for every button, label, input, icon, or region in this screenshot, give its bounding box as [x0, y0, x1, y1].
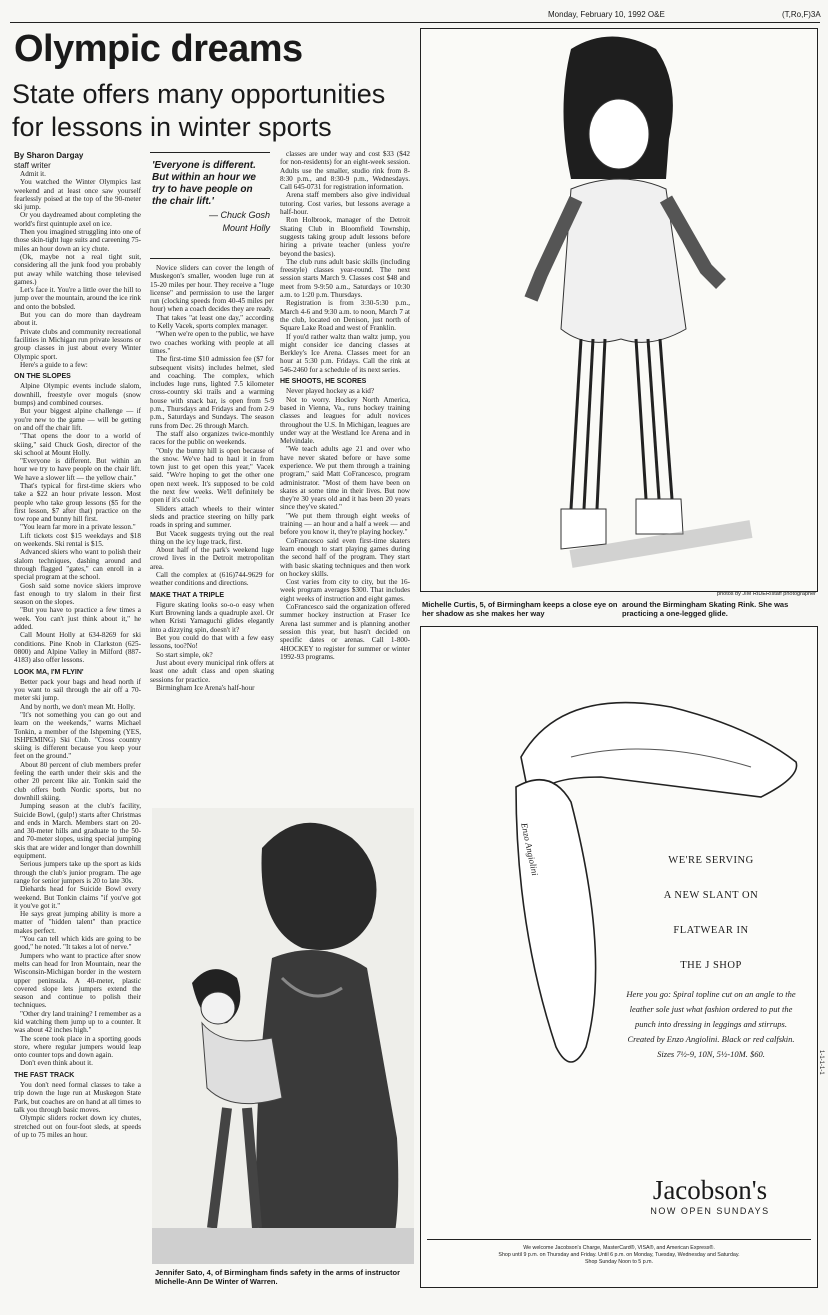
ad-headline-4: THE J SHOP	[680, 960, 742, 971]
article-paragraph: That takes "at least one day," according to Kelly Vacek, sports complex manager.	[150, 313, 274, 331]
article-paragraph: Alpine Olympic events include slalom, downhill, freestyle over moguls (snow bumps) and combined courses.	[14, 382, 141, 408]
article-paragraph: "That opens the door to a world of skiing," said Chuck Gosh, director of the ski school at Mount Holly.	[14, 432, 141, 457]
article-paragraph: About 80 percent of club members prefer feeling the earth under their skis and the other 20 percent like air. Tonkin said the club offers both Nordic sports, but no downhill skiing.	[14, 760, 141, 802]
article-paragraph: "You can tell which kids are going to be good," he noted. "It takes a lot of nerve."	[14, 935, 141, 952]
pull-quote-attribution-place: Mount Holly	[222, 223, 270, 233]
logo-tagline: NOW OPEN SUNDAYS	[650, 1206, 770, 1216]
article-paragraph: You don't need formal classes to take a trip down the luge run at Muskegon State Park, but coaches are on hand at all times to talk you through basic moves.	[14, 1081, 141, 1114]
article-paragraph: And by north, we don't mean Mt. Holly.	[20, 702, 136, 711]
article-paragraph: (Ok, maybe not a real tight suit, considering all the junk food you probably put away while watching those televised games.)	[14, 252, 141, 286]
article-paragraph: Let's face it. You're a little over the hill to jump over the mountain, around the ice rink and onto the bobsled.	[14, 286, 141, 311]
article-paragraph: Diehards head for Suicide Bowl every weekend. But Tonkin claims "if you've got it you've got it."	[14, 885, 141, 910]
article-paragraph: Jumping season at the club's facility, Suicide Bowl, (gulp!) starts after Christmas and ends in March. Members start on 20- and 30-meter hills and graduate to the 50- and 70-meter slopes, using special jumping skis that are wider and longer than downhill equipment.	[14, 802, 141, 861]
article-paragraph: Never played hockey as a kid?	[286, 387, 375, 396]
article-paragraph: "But you have to practice a few times a week. You can't just think about it," he added.	[14, 606, 141, 632]
article-paragraph: Figure skating looks so-o-o easy when Kurt Browning lands a quadruple axel. Or when Kristi Yamaguchi glides elegantly into a dizzying spin, doesn't it?	[150, 600, 274, 634]
article-paragraph: Just about every municipal rink offers at least one adult class and open skating sessions for practice.	[150, 658, 274, 684]
photo-top-caption-right: around the Birmingham Skating Rink. She was practicing a one-legged glide.	[622, 600, 789, 618]
article-paragraph: Ron Holbrook, manager of the Detroit Skating Club in Bloomfield Township, suggests taking group adult lessons before hiring a private teacher (unless you're beyond the basics).	[280, 216, 410, 258]
page-code: (T,Ro,F)3A	[782, 10, 821, 19]
article-paragraph: Don't even think about it.	[20, 1059, 93, 1068]
author-title: staff writer	[14, 161, 51, 170]
photo-skating-lesson	[152, 808, 414, 1264]
section-heading: ON THE SLOPES	[14, 373, 71, 381]
article-paragraph: Bet you could do that with a few easy lessons, too?No!	[150, 634, 274, 651]
article-paragraph: "Other dry land training? I remember as a kid watching them jump up to a counter. It was about 42 inches high."	[14, 1009, 141, 1035]
article-paragraph: Jumpers who want to practice after snow melts can head for Iron Mountain, near the Wisconsin-Michigan border in the western upper peninsula. A 40-meter, plastic covered slope lets jumpers extend the season and continue to polish their techniques.	[14, 951, 141, 1010]
article-paragraph: Sliders attach wheels to their winter sleds and practice steering on hilly park roads in spring and summer.	[150, 504, 274, 530]
pull-quote-rule-top	[150, 152, 270, 153]
section-heading: LOOK MA, I'M FLYIN'	[14, 668, 84, 676]
jacobsons-logo-block	[617, 1175, 803, 1216]
pull-quote-rule-bottom	[150, 258, 270, 259]
ad-footer	[427, 1245, 811, 1266]
article-paragraph: Birmingham Ice Arena's half-hour	[156, 683, 255, 692]
ad-footer-line-3: Shop Sunday Noon to 5 p.m.	[584, 1259, 654, 1265]
subheadline: State offers many opportunities for lessons in winter sports	[12, 79, 386, 142]
article-paragraph: "You learn far more in a private lesson."	[20, 523, 136, 532]
article-paragraph: Not to worry. Hockey North America, based in Vienna, Va., runs hockey training classes and leagues for adult novices throughout the U.S. In Michigan, leagues are under way at the Westland Ice Arena and in Melvindale.	[280, 395, 410, 446]
article-paragraph: classes are under way and cost $33 ($42 for non-residents) for an eight-week session. Adults use the smaller, studio rink from 8-8:30 p.m., and 8:30-9 p.m., Wednesdays. Call 645-0731 for registration information.	[280, 150, 410, 192]
pull-quote-text: 'Everyone is different. But within an hour we try to have people on the chair lift.'	[152, 160, 256, 207]
photo-bottom-caption: Jennifer Sato, 4, of Birmingham finds safety in the arms of instructor Michelle-Ann De Winter of Warren.	[155, 1268, 401, 1286]
pull-quote	[152, 160, 270, 234]
article-paragraph: "We teach adults age 21 and over who have never skated before or have some experience. We put them through a training program," said Matt CoFrancesco, program administrator. "Most of them have been on skates at some time in their lives. But now they're 30 years old and it has been 20 years since they've skated."	[280, 445, 410, 512]
ad-headline-3: FLATWEAR IN	[673, 925, 749, 936]
article-paragraph: Advanced skiers who want to polish their slalom techniques, dashing around and through flagged "gates," can enroll in a special program at the school.	[14, 548, 141, 582]
article-paragraph: The staff also organizes twice-monthly races for the public on weekends.	[150, 429, 274, 447]
section-heading: THE FAST TRACK	[14, 1071, 75, 1079]
dateline: Monday, February 10, 1992 O&E	[548, 10, 665, 19]
article-paragraph: That's typical for first-time skiers who take a $22 an hour private lesson. Most people who take group lessons ($5 for the first lesson, $7 after that) practice on the tow rope and bunny hill first.	[14, 481, 141, 524]
article-paragraph: About half of the park's weekend luge crowd lives in the Detroit metropolitan area.	[150, 546, 274, 571]
article-paragraph: Novice sliders can cover the length of Muskegon's smaller, wooden luge run at 15-20 miles per hour. They receive a "luge license" and permission to use the larger run (clocking speeds from 40-45 miles per hour) when a coach decides they are ready.	[150, 264, 274, 314]
article-paragraph: But Vacek suggests trying out the real thing on the icy luge track, first.	[150, 529, 274, 546]
article-paragraph: Admit it.	[20, 170, 46, 178]
article-paragraph: But you can do more than daydream about it.	[14, 311, 141, 328]
article-paragraph: "It's not something you can go out and learn on the weekends," warns Michael Tonkin, a member of the Ishpeming (YES, ISHPEMING) Ski Club. "Cross country skiing is different because you keep your feet on the ground."	[14, 711, 141, 761]
article-paragraph: Arena staff members also give individual tutoring. Cost varies, but lessons average a half-hour.	[280, 191, 410, 217]
article-paragraph: Olympic sliders rocket down icy chutes, stretched out on four-foot sleds, at speeds of up to 75 miles an hour.	[14, 1114, 141, 1139]
article-paragraph: Lift tickets cost $15 weekdays and $18 on weekends. Ski rental is $15.	[14, 531, 141, 549]
article-paragraph: "When we're open to the public, we have two coaches working with people at all times."	[150, 330, 274, 355]
ad-footer-rule	[427, 1239, 811, 1240]
ad-footer-line-2: Shop until 9 p.m. on Thursday and Friday. Until 6 p.m. on Monday, Tuesday, Wednesday and Saturday.	[498, 1252, 740, 1258]
ad-body-copy: Here you go: Spiral topline cut on an angle to the leather sole just what fashion ordered to put the punch into dressing in leggings and stirrups. Created by Enzo Angiolini. Black or red calfskin. Sizes 7½-9, 10N, 5½-10M. $60.	[626, 989, 796, 1059]
section-heading: HE SHOOTS, HE SCORES	[280, 378, 367, 386]
section-heading: MAKE THAT A TRIPLE	[150, 591, 225, 599]
headline: Olympic dreams	[14, 28, 303, 70]
photo-credit: photos by JIM RIDER/staff photographer	[717, 591, 816, 597]
header-rule	[10, 22, 820, 23]
article-paragraph: Serious jumpers take up the sport as kids through the club's junior program. The age range for senior jumpers is 20 to late 30s.	[14, 860, 141, 885]
pull-quote-attribution-name: — Chuck Gosh	[208, 210, 270, 220]
article-paragraph: Then you imagined struggling into one of those skin-tight luge suits and careening 75-miles an hour down an icy chute.	[14, 228, 141, 253]
article-paragraph: The club runs adult basic skills (including freestyle) classes year-round. The next session starts March 9. Classes cost $48 and meet from 9-9:50 a.m., Saturdays or 10:30 a.m. to 1:20 p.m. Thursdays.	[280, 257, 410, 300]
article-paragraph: Better pack your bags and head north if you want to sail through the air off a 70-meter ski jump.	[14, 677, 141, 703]
article-paragraph: But your biggest alpine challenge — if you're new to the game — will be getting on and off the chair lift.	[14, 407, 141, 432]
article-column-1	[14, 170, 141, 1288]
article-paragraph: Call Mount Holly at 634-8269 for ski conditions. Pine Knob in Clarkston (625-0800) and Alpine Valley in Milford (887-4183) also offer lessons.	[14, 631, 141, 665]
article-paragraph: Here's a guide to a few:	[20, 360, 88, 369]
article-paragraph: The scene took place in a sporting goods store, where regular jumpers would leap onto counter tops and down again.	[14, 1034, 141, 1060]
article-paragraph: The first-time $10 admission fee ($7 for subsequent visits) includes helmet, sled and coaching. The complex, which includes luge runs, lighted 7.5 kilometer cross-country ski trails and a warming house with snack bar, is open from 5-9 p.m., Thursdays and Fridays and from 2-9 p.m., Saturdays and Sundays. The season runs from Dec. 26 through March.	[150, 355, 274, 430]
article-paragraph: He says great jumping ability is more a matter of "hidden talent" than practice makes perfect.	[14, 910, 141, 935]
article-paragraph: Call the complex at (616)744-9629 for weather conditions and directions.	[150, 570, 274, 588]
article-column-3	[280, 150, 410, 782]
article-column-2	[150, 264, 274, 800]
skating-lesson-illustration	[152, 808, 414, 1264]
article-paragraph: If you'd rather waltz than waltz jump, you might consider ice dancing classes at Berkley's Ice Arena. Classes meet for an hour at 5:30 p.m. Fridays. Call the rink at 546-2460 for a schedule of its next series.	[280, 332, 410, 374]
article-paragraph: CoFrancesco said even first-time skaters learn enough to start playing games during the second half of the program. They start with basic skating techniques and then work on hockey skills.	[280, 536, 410, 578]
ad-footer-line-1: We welcome Jacobson's Charge, MasterCard®, VISA®, and American Express®.	[523, 1245, 715, 1251]
ad-headline-block	[621, 855, 801, 1062]
photo-child-skater	[420, 28, 818, 592]
photo-top-caption-left: Michelle Curtis, 5, of Birmingham keeps a close eye on her shadow as she makes her way	[422, 600, 618, 618]
byline	[14, 151, 134, 171]
ad-headline-1: WE'RE SERVING	[668, 855, 754, 866]
article-paragraph: "Only the bunny hill is open because of the snow. We've had to haul it in from town just to get open this year," Vacek said. "We're hoping to get the other one open next week. It's supposed to be cold the next few weeks. We'll definitely be open if it's cold."	[150, 446, 274, 505]
article-paragraph: Or you daydreamed about completing the world's first quintuple axel on ice.	[14, 211, 141, 228]
article-paragraph: "Everyone is different. But within an hour we try to have people on the chair lift. We have a slower lift — the yellow chair."	[14, 457, 141, 482]
child-skater-illustration	[421, 29, 817, 591]
ad-headline-2: A NEW SLANT ON	[663, 890, 759, 901]
article-paragraph: CoFrancesco said the organization offered summer hockey instruction at Fraser Ice Arena last summer and is planning another session this year, but hasn't decided on specific dates or arenas. Call 1-800-4HOCKEY to register for summer or winter 1992-93 programs.	[280, 603, 410, 661]
article-paragraph: Private clubs and community recreational facilities in Michigan run private lessons or group classes in just about every Winter Olympic sport.	[14, 327, 141, 361]
shoe-brand-imprint: Enzo Angiolini	[519, 822, 541, 877]
article-paragraph: Registration is from 3:30-5:30 p.m., March 4-6 and 9:30 a.m. to noon, March 7 at the club, located on Denison, just north of Square Lake Road and west of Franklin.	[280, 299, 410, 333]
article-paragraph: So start simple, ok?	[156, 650, 213, 659]
jacobsons-logo: Jacobson's	[652, 1175, 768, 1205]
author: By Sharon Dargay	[14, 151, 84, 160]
margin-code: 1-1-1-1-1	[818, 1050, 824, 1075]
article-paragraph: Cost varies from city to city, but the 16-week program averages $300. That includes eight weeks of instruction and eight games.	[280, 578, 410, 603]
article-paragraph: "We put them through eight weeks of training — an hour and a half a week — and before you know it, they're playing hockey."	[280, 511, 410, 537]
article-paragraph: Gosh said some novice skiers improve fast enough to try slalom in their first season on the slopes.	[14, 581, 141, 607]
jacobsons-ad	[420, 626, 818, 1288]
article-paragraph: You watched the Winter Olympics last weekend and at least once saw yourself fearlessly poised at the top of the 90-meter ski jump.	[14, 178, 141, 212]
